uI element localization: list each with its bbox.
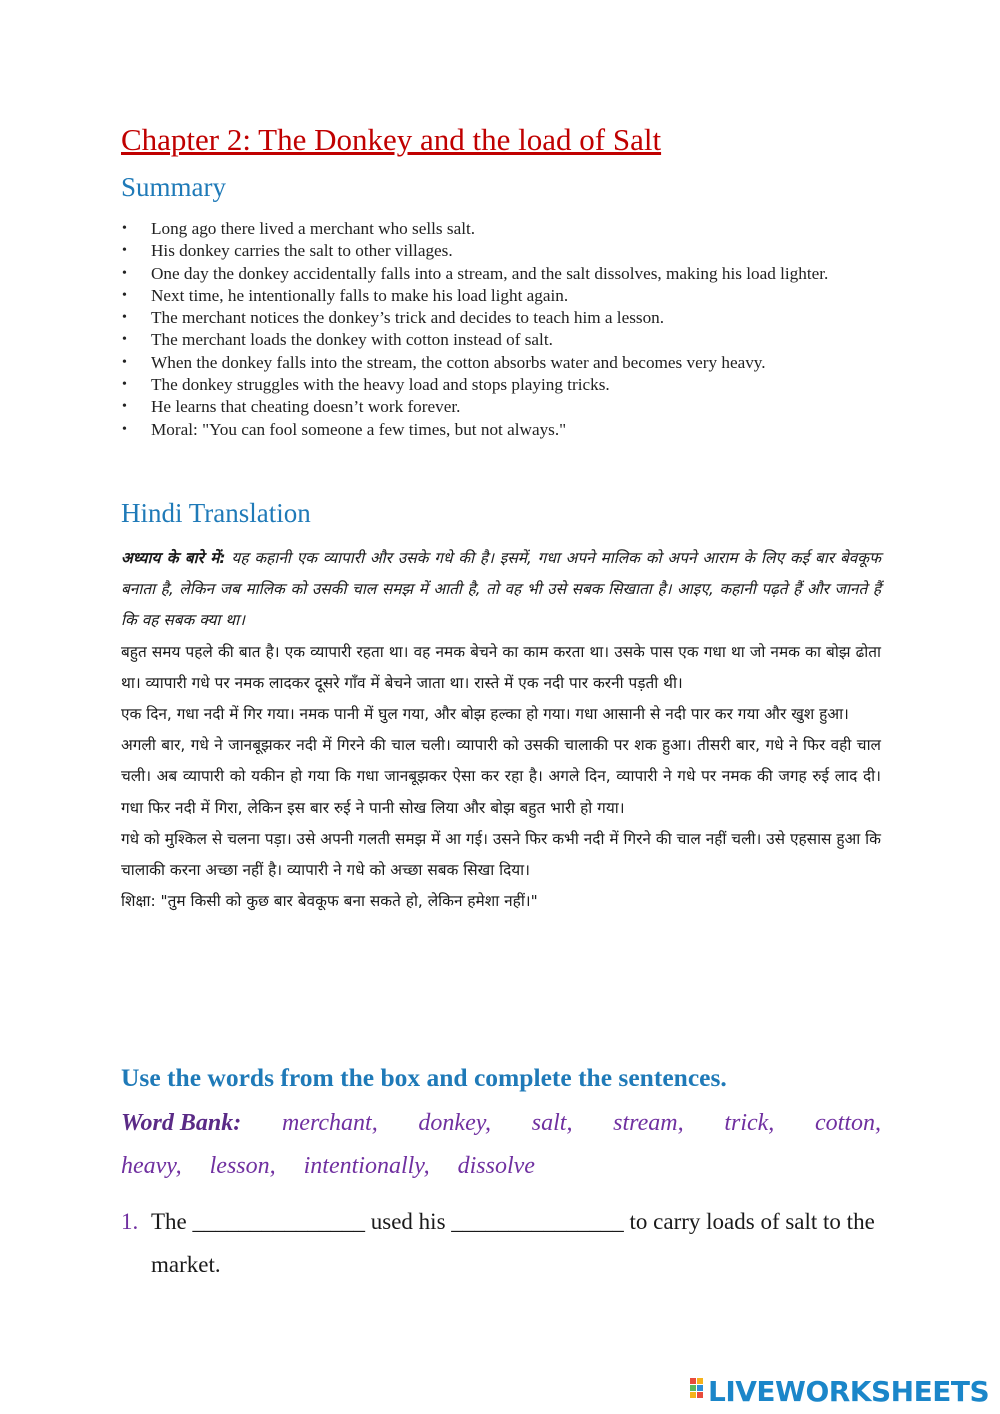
- logo-square-red: [697, 1392, 703, 1398]
- list-item: [121, 352, 879, 374]
- answer-blank-1[interactable]: _______________: [192, 1209, 366, 1234]
- summary-text: His donkey carries the salt to other villages.: [151, 241, 453, 261]
- bullet-icon: •: [122, 310, 127, 326]
- word-bank-row: [121, 1102, 881, 1145]
- exercise-heading: Use the words from the box and complete the sentences.: [121, 1063, 727, 1092]
- list-item: [121, 263, 879, 285]
- logo-square-green: [690, 1385, 696, 1391]
- bullet-icon: •: [122, 265, 127, 281]
- word-bank-word: merchant,: [281, 1110, 378, 1136]
- hindi-intro-label: अध्याय के बारे में:: [121, 549, 226, 567]
- summary-text: One day the donkey accidentally falls into a stream, and the salt dissolves, making his load lighter.: [151, 263, 829, 283]
- hindi-translation-heading: Hindi Translation: [121, 498, 311, 528]
- liveworksheets-logo-icon: [690, 1378, 704, 1404]
- question-number: 1.: [121, 1209, 139, 1234]
- summary-heading: Summary: [121, 172, 226, 202]
- summary-text: When the donkey falls into the stream, the cotton absorbs water and becomes very heavy.: [151, 352, 766, 372]
- list-item: [121, 285, 879, 307]
- list-item: [121, 396, 879, 418]
- summary-list: [121, 218, 879, 441]
- list-item: [121, 307, 879, 329]
- hindi-paragraph: बहुत समय पहले की बात है। एक व्यापारी रहता था। वह नमक बेचने का काम करता था। उसके पास एक गधा था जो नमक का बोझ ढोता था। व्यापारी गधे पर नमक लादकर दूसरे गाँव में बेचने जाता था। रास्ते में एक नदी पार करनी पड़ती थी।: [121, 642, 881, 692]
- list-item: [121, 419, 879, 441]
- bullet-icon: •: [122, 221, 127, 236]
- list-item: [121, 374, 879, 396]
- list-item: [121, 329, 879, 351]
- summary-text: Long ago there lived a merchant who sells salt.: [151, 219, 476, 238]
- hindi-intro-paragraph: [121, 543, 881, 637]
- word-bank-word: dissolve: [457, 1153, 535, 1179]
- hindi-translation-body: [121, 543, 881, 917]
- bullet-icon: •: [122, 354, 127, 370]
- word-bank-label: Word Bank:: [121, 1110, 242, 1136]
- summary-text: The merchant notices the donkey’s trick and decides to teach him a lesson.: [151, 308, 665, 328]
- summary-text: Next time, he intentionally falls to make his load light again.: [151, 285, 569, 305]
- bullet-icon: •: [122, 243, 127, 259]
- hindi-paragraph: अगली बार, गधे ने जानबूझकर नदी में गिरने की चाल चली। व्यापारी को उसकी चालाकी पर शक हुआ। तीसरी बार, गधे ने फिर वही चाल चली। अब व्यापारी को यकीन हो गया कि गधा जानबूझकर ऐसा कर रहा है। अगले दिन, व्यापारी ने गधे पर नमक की जगह रुई लाद दी। गधा फिर नदी में गिरा, लेकिन इस बार रुई ने पानी सोख लिया और बोझ बहुत भारी हो गया।: [121, 736, 881, 817]
- word-bank-word: stream,: [613, 1110, 684, 1136]
- question-1: [121, 1200, 881, 1286]
- bullet-icon: •: [122, 377, 127, 393]
- word-bank-word: lesson,: [209, 1153, 276, 1179]
- hindi-intro-text: यह कहानी एक व्यापारी और उसके गधे की है। इसमें, गधा अपने मालिक को अपने आराम के लिए कई बार बेवकूफ बनाता है, लेकिन जब मालिक को उसकी चाल समझ में आती है, तो वह भी उसे सबक सिखाता है। आइए, कहानी पढ़ते हैं और जानते हैं कि वह सबक क्या था।: [121, 549, 881, 630]
- hindi-paragraph: एक दिन, गधा नदी में गिर गया। नमक पानी में घुल गया, और बोझ हल्का हो गया। गधा आसानी से नदी पार कर गया और खुश हुआ।: [121, 705, 849, 724]
- liveworksheets-logo: [690, 1376, 989, 1406]
- logo-square-blue: [697, 1385, 703, 1391]
- hindi-paragraph: गधे को मुश्किल से चलना पड़ा। उसे अपनी गलती समझ में आ गई। उसने फिर कभी नदी में गिरने की चाल नहीं चली। उसे एहसास हुआ कि चालाकी करना अच्छा नहीं है। व्यापारी ने गधे को अच्छा सबक सिखा दिया।: [121, 829, 881, 880]
- logo-square-yellow: [690, 1392, 696, 1398]
- hindi-moral: शिक्षा: "तुम किसी को कुछ बार बेवकूफ बना सकते हो, लेकिन हमेशा नहीं।": [121, 892, 538, 911]
- answer-blank-2[interactable]: _______________: [451, 1209, 624, 1234]
- logo-square-yellow: [697, 1378, 703, 1384]
- question-text-part: used his: [365, 1209, 452, 1234]
- word-bank-word: cotton,: [815, 1110, 881, 1136]
- word-bank-word: salt,: [531, 1110, 573, 1136]
- bullet-icon: •: [122, 399, 127, 415]
- word-bank-row: [121, 1145, 881, 1188]
- bullet-icon: •: [122, 287, 127, 303]
- summary-text: The merchant loads the donkey with cotton instead of salt.: [151, 330, 553, 350]
- word-bank-word: trick,: [724, 1110, 775, 1136]
- word-bank-word: donkey,: [418, 1110, 492, 1136]
- summary-text: Moral: "You can fool someone a few times, but not always.": [151, 419, 567, 439]
- summary-text: He learns that cheating doesn’t work forever.: [151, 397, 461, 417]
- liveworksheets-logo-text: LIVEWORKSHEETS: [708, 1374, 990, 1408]
- bullet-icon: •: [122, 332, 127, 348]
- summary-text: The donkey struggles with the heavy load and stops playing tricks.: [151, 375, 610, 395]
- list-item: [121, 240, 879, 262]
- question-text-part: to carry loads of salt to the market.: [151, 1209, 875, 1277]
- logo-square-red: [690, 1378, 696, 1384]
- bullet-icon: •: [122, 421, 127, 437]
- word-bank: [121, 1102, 881, 1188]
- word-bank-word: intentionally,: [303, 1153, 430, 1179]
- list-item: [121, 218, 879, 240]
- word-bank-word: heavy,: [121, 1153, 182, 1179]
- question-text: [121, 1200, 881, 1286]
- chapter-title: Chapter 2: The Donkey and the load of Salt: [121, 122, 662, 157]
- question-text-part: The: [151, 1209, 193, 1234]
